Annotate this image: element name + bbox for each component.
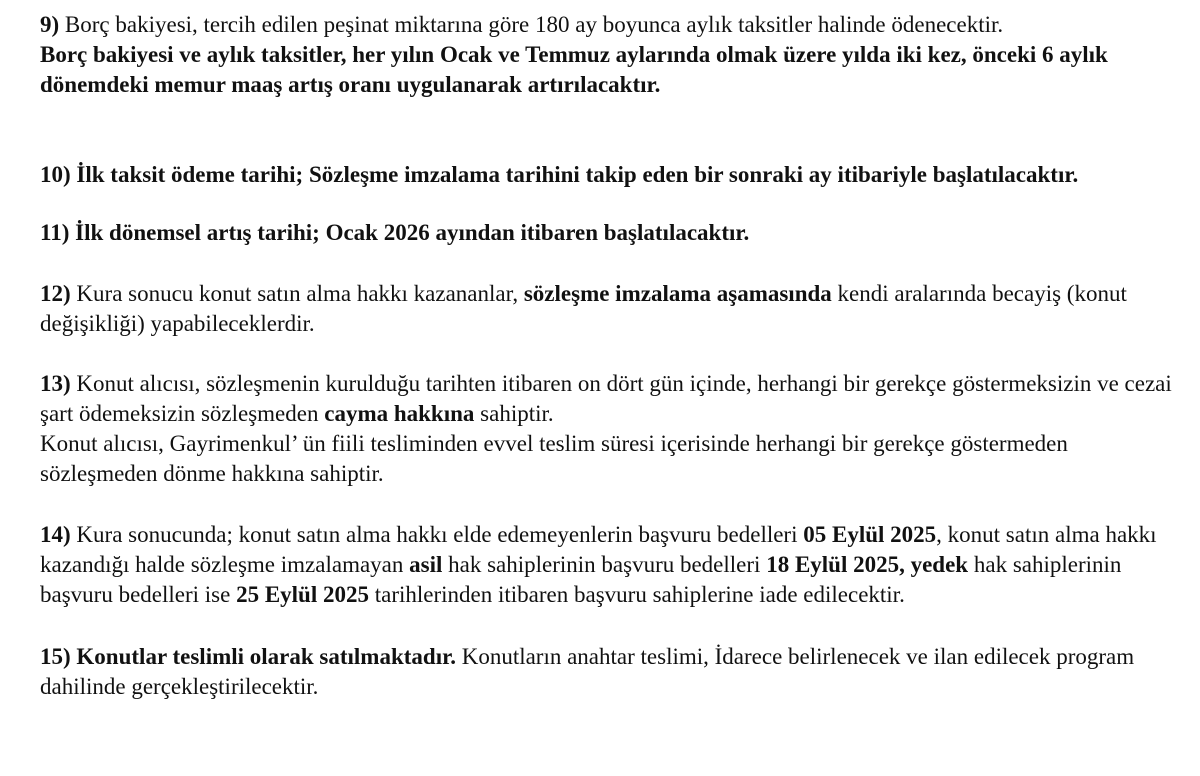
clause-12-text-1: Kura sonucu konut satın alma hakkı kazananlar, (76, 281, 519, 306)
clause-12 (40, 279, 1180, 339)
clause-14-bold-1: 05 Eylül 2025 (803, 522, 937, 547)
clause-14-text-1: Kura sonucunda; konut satın alma hakkı elde edemeyenlerin başvuru bedelleri (76, 522, 798, 547)
clause-14-bold-3: 18 Eylül 2025, yedek (766, 552, 969, 577)
clause-13-para-2: Konut alıcısı, Gayrimenkul’ ün fiili tesliminden evvel teslim süresi içerisinde herhangi bir gerekçe göstermeden sözleşmeden dönme hakkına sahiptir. (40, 431, 1068, 486)
clause-14-para (40, 520, 1180, 610)
clause-14-bold-2: asil (409, 552, 443, 577)
clause-13-text-1: Konut alıcısı, sözleşmenin kurulduğu tarihten itibaren on dört gün içinde, herhangi bir gerekçe göstermeksizin ve cezai şart ödemeksizin sözleşmeden (40, 371, 1172, 426)
clause-11-number: 11) (40, 220, 70, 245)
clause-14-bold-4: 25 Eylül 2025 (236, 582, 369, 607)
clause-10-text: İlk taksit ödeme tarihi; Sözleşme imzalama tarihini takip eden bir sonraki ay itibariyle başlatılacaktır. (76, 162, 1079, 187)
clause-12-para (40, 279, 1180, 339)
document-page (40, 10, 1180, 702)
clause-14 (40, 520, 1180, 610)
clause-13-text-2: sahiptir. (480, 401, 554, 426)
clause-15-bold-1: Konutlar teslimli olarak satılmaktadır. (76, 644, 456, 669)
clause-10-number: 10) (40, 162, 71, 187)
clause-10-para (40, 160, 1180, 190)
clause-10 (40, 160, 1180, 190)
clause-9-para (40, 10, 1180, 40)
clause-13 (40, 369, 1180, 489)
clause-15-para (40, 642, 1180, 702)
clause-11 (40, 218, 1180, 248)
clause-14-number: 14) (40, 522, 71, 547)
clause-12-number: 12) (40, 281, 71, 306)
clause-9-text: Borç bakiyesi, tercih edilen peşinat miktarına göre 180 ay boyunca aylık taksitler halinde ödenecektir. (64, 12, 1004, 37)
clause-13-bold-1: cayma hakkına (324, 401, 475, 426)
clause-11-text: İlk dönemsel artış tarihi; Ocak 2026 ayından itibaren başlatılacaktır. (75, 220, 750, 245)
clause-14-text-3: hak sahiplerinin başvuru bedelleri (448, 552, 761, 577)
clause-11-para (40, 218, 1180, 248)
clause-12-text-2: kendi aralarında becayiş (konut değişikliği) yapabileceklerdir. (40, 281, 1127, 336)
clause-13-para-1 (40, 369, 1180, 429)
clause-9-bold-text: Borç bakiyesi ve aylık taksitler, her yılın Ocak ve Temmuz aylarında olmak üzere yılda iki kez, önceki 6 aylık dönemdeki memur maaş artış oranı uygulanarak artırılacaktır. (40, 42, 1108, 97)
clause-14-text-2: , konut satın alma hakkı kazandığı halde sözleşme imzalamayan (40, 522, 1157, 577)
clause-15-text-1: Konutların anahtar teslimi, İdarece belirlenecek ve ilan edilecek program dahilinde gerçekleştirilecektir. (40, 644, 1135, 699)
clause-12-bold-1: sözleşme imzalama aşamasında (523, 281, 832, 306)
clause-15 (40, 642, 1180, 702)
clause-9-number: 9) (40, 12, 60, 37)
clause-13-number: 13) (40, 371, 71, 396)
clause-14-text-4: hak sahiplerinin başvuru bedelleri ise (40, 552, 1122, 607)
clause-9 (40, 10, 1180, 100)
clause-15-number: 15) (40, 644, 71, 669)
clause-14-text-5: tarihlerinden itibaren başvuru sahiplerine iade edilecektir. (374, 582, 905, 607)
